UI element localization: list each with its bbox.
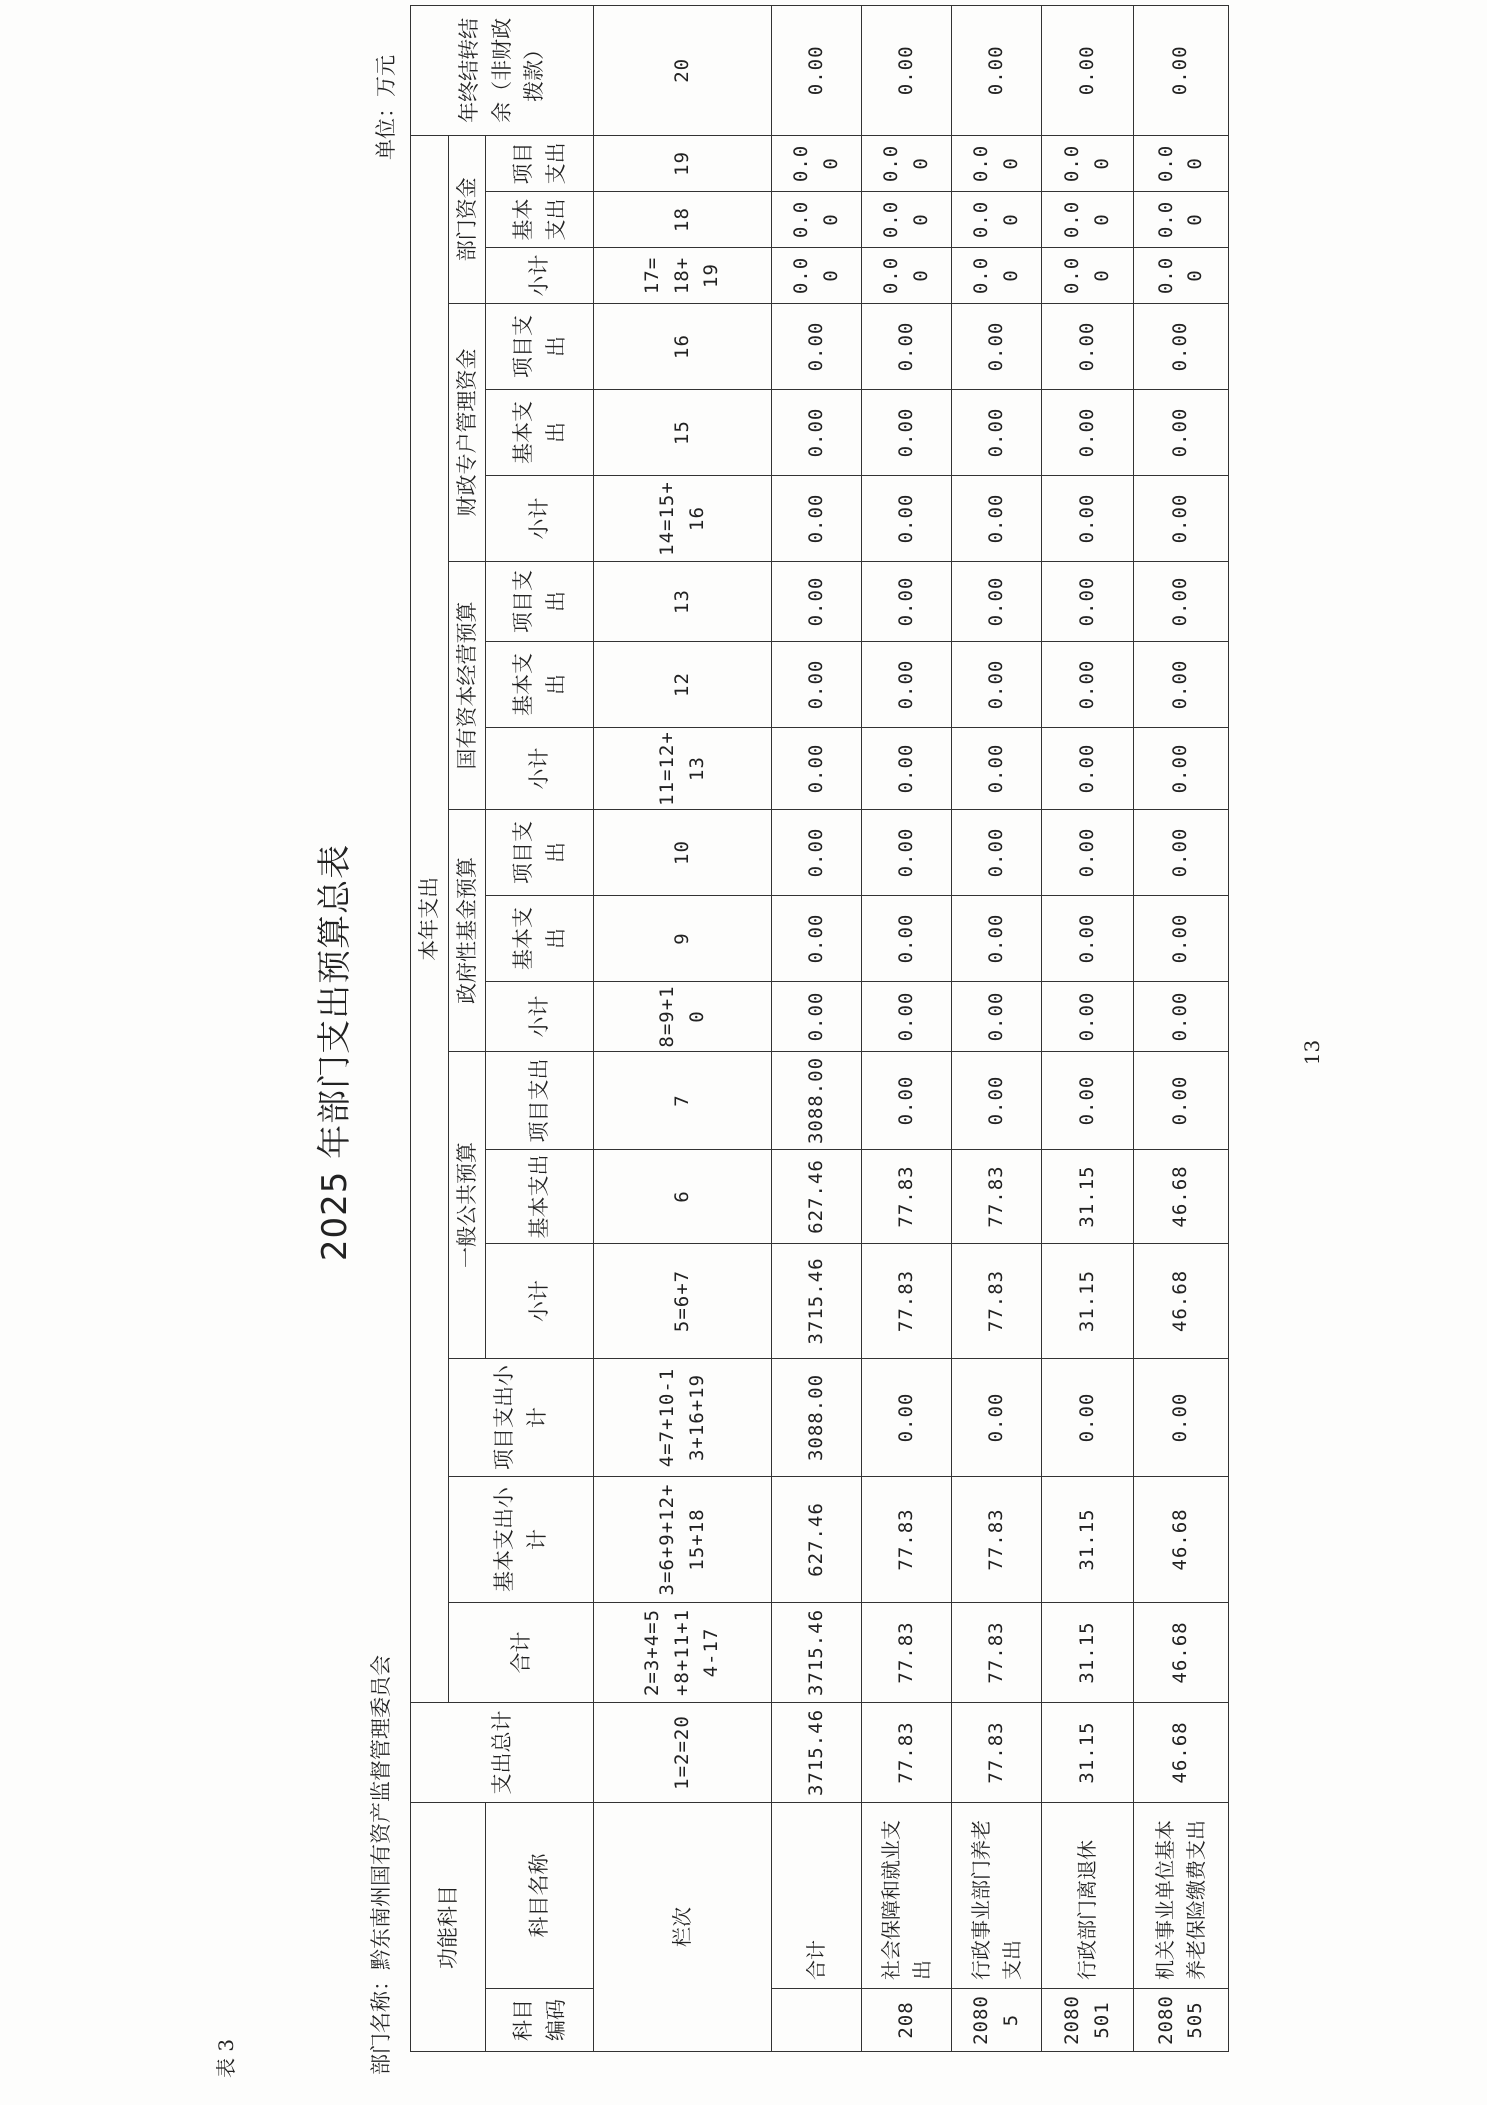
value-cell: 0.00 (1042, 304, 1134, 390)
value-cell: 0.00 (952, 1359, 1042, 1477)
value-cell: 0.00 (1042, 728, 1134, 810)
budget-table (410, 5, 1229, 2052)
department-label: 部门名称： (369, 1970, 393, 2075)
formula-cell: 10 (594, 810, 772, 896)
value-cell: 0.00 (1134, 5, 1229, 135)
project-subtotal-header: 项目支出小计 (448, 1359, 594, 1477)
value-cell: 0.00 (1134, 390, 1229, 476)
value-cell: 77.83 (862, 1244, 952, 1359)
value-cell: 0.00 (1134, 982, 1229, 1052)
value-cell: 0.00 (772, 248, 862, 304)
department-name: 黔东南州国有资产监督管理委员会 (369, 1655, 393, 1970)
fiscal-special-project-header: 项目支出 (486, 304, 594, 390)
subject-name-cell: 社会保障和就业支出 (862, 1803, 952, 1989)
formula-cell: 19 (594, 135, 772, 191)
general-project-header: 项目支出 (486, 1052, 594, 1150)
value-cell: 77.83 (862, 1150, 952, 1244)
value-cell: 0.00 (952, 562, 1042, 642)
value-cell: 0.00 (1042, 982, 1134, 1052)
fiscal-special-header: 财政专户管理资金 (448, 304, 486, 562)
value-cell: 0.00 (952, 1052, 1042, 1150)
value-cell: 0.00 (1042, 642, 1134, 728)
value-cell: 77.83 (862, 1477, 952, 1603)
dept-fund-project-header: 项目支出 (486, 135, 594, 191)
gov-fund-basic-header: 基本支出 (486, 896, 594, 982)
value-cell: 0.00 (1134, 135, 1229, 191)
value-cell: 0.00 (1042, 1052, 1134, 1150)
dept-fund-subtotal-header: 小计 (486, 248, 594, 304)
value-cell: 3715.46 (772, 1244, 862, 1359)
value-cell: 3715.46 (772, 1603, 862, 1703)
func-subject-header: 功能科目 (411, 1803, 486, 2052)
general-budget-header: 一般公共预算 (448, 1052, 486, 1359)
value-cell: 46.68 (1134, 1477, 1229, 1603)
formula-cell: 4=7+10-13+16+19 (594, 1359, 772, 1477)
value-cell: 77.83 (952, 1603, 1042, 1703)
document-title: 2025 年部门支出预算总表 (315, 843, 355, 1262)
formula-cell: 3=6+9+12+15+18 (594, 1477, 772, 1603)
value-cell: 77.83 (862, 1603, 952, 1703)
fiscal-special-subtotal-header: 小计 (486, 476, 594, 562)
formula-cell: 17=18+19 (594, 248, 772, 304)
value-cell: 0.00 (952, 642, 1042, 728)
formula-cell: 1=2=20 (594, 1703, 772, 1803)
value-cell: 77.83 (952, 1477, 1042, 1603)
subject-code-cell: 20805 (952, 1989, 1042, 2052)
formula-cell: 16 (594, 304, 772, 390)
formula-cell: 8=9+10 (594, 982, 772, 1052)
value-cell: 0.00 (952, 5, 1042, 135)
value-cell: 0.00 (1042, 135, 1134, 191)
value-cell: 627.46 (772, 1477, 862, 1603)
value-cell: 0.00 (862, 248, 952, 304)
code-header: 科目编码 (486, 1989, 594, 2052)
value-cell: 0.00 (862, 810, 952, 896)
formula-cell: 9 (594, 896, 772, 982)
table-row (1134, 5, 1229, 2051)
value-cell: 0.00 (1134, 562, 1229, 642)
this-year-header: 本年支出 (411, 135, 449, 1702)
header-row-1 (411, 5, 449, 2051)
basic-subtotal-header: 基本支出小计 (448, 1477, 594, 1603)
gov-fund-project-header: 项目支出 (486, 810, 594, 896)
fiscal-special-basic-header: 基本支出 (486, 390, 594, 476)
value-cell: 3088.00 (772, 1052, 862, 1150)
value-cell: 0.00 (772, 390, 862, 476)
value-cell: 0.00 (862, 390, 952, 476)
subject-name-header: 科目名称 (486, 1803, 594, 1989)
value-cell: 0.00 (862, 5, 952, 135)
table-row (772, 5, 862, 2051)
general-subtotal-header: 小计 (486, 1244, 594, 1359)
sum-header: 合计 (448, 1603, 594, 1703)
department-line (365, 1655, 395, 2075)
data-rows (772, 5, 1229, 2051)
value-cell: 31.15 (1042, 1150, 1134, 1244)
subject-code-cell: 208 (862, 1989, 952, 2052)
value-cell: 77.83 (952, 1244, 1042, 1359)
formula-cell: 18 (594, 192, 772, 248)
value-cell: 31.15 (1042, 1703, 1134, 1803)
subject-code-cell (772, 1989, 862, 2052)
value-cell: 0.00 (952, 728, 1042, 810)
value-cell: 0.00 (862, 304, 952, 390)
value-cell: 0.00 (1134, 1359, 1229, 1477)
value-cell: 0.00 (1042, 390, 1134, 476)
value-cell: 0.00 (1042, 476, 1134, 562)
formula-cell: 5=6+7 (594, 1244, 772, 1359)
value-cell: 0.00 (862, 135, 952, 191)
formula-cell: 12 (594, 642, 772, 728)
value-cell: 627.46 (772, 1150, 862, 1244)
value-cell: 0.00 (952, 192, 1042, 248)
value-cell: 0.00 (772, 810, 862, 896)
formula-row-label: 栏次 (594, 1803, 772, 2052)
state-capital-header: 国有资本经营预算 (448, 562, 486, 810)
subject-name-cell: 行政事业部门养老支出 (952, 1803, 1042, 1989)
value-cell: 0.00 (952, 248, 1042, 304)
value-cell: 77.83 (952, 1703, 1042, 1803)
gov-fund-header: 政府性基金预算 (448, 810, 486, 1052)
value-cell: 0.00 (1134, 476, 1229, 562)
value-cell: 0.00 (1134, 810, 1229, 896)
value-cell: 0.00 (862, 642, 952, 728)
value-cell: 0.00 (1042, 896, 1134, 982)
value-cell: 0.00 (1042, 192, 1134, 248)
value-cell: 0.00 (1042, 5, 1134, 135)
value-cell: 0.00 (1134, 248, 1229, 304)
value-cell: 0.00 (952, 304, 1042, 390)
total-expense-header: 支出总计 (411, 1703, 594, 1803)
value-cell: 0.00 (772, 5, 862, 135)
formula-cell: 7 (594, 1052, 772, 1150)
value-cell: 0.00 (1134, 642, 1229, 728)
value-cell: 0.00 (952, 982, 1042, 1052)
value-cell: 3715.46 (772, 1703, 862, 1803)
value-cell: 77.83 (862, 1703, 952, 1803)
value-cell: 31.15 (1042, 1477, 1134, 1603)
value-cell: 0.00 (772, 642, 862, 728)
formula-cell: 13 (594, 562, 772, 642)
value-cell: 0.00 (862, 982, 952, 1052)
value-cell: 0.00 (772, 982, 862, 1052)
formula-cell: 2=3+4=5+8+11+14-17 (594, 1603, 772, 1703)
table-row (1042, 5, 1134, 2051)
unit-label: 单位：万元 (374, 55, 398, 160)
value-cell: 0.00 (772, 562, 862, 642)
value-cell: 0.00 (862, 192, 952, 248)
value-cell: 3088.00 (772, 1359, 862, 1477)
value-cell: 0.00 (1042, 810, 1134, 896)
table-row (862, 5, 952, 2051)
state-capital-project-header: 项目支出 (486, 562, 594, 642)
value-cell: 0.00 (952, 476, 1042, 562)
formula-cell: 6 (594, 1150, 772, 1244)
value-cell: 46.68 (1134, 1150, 1229, 1244)
value-cell: 0.00 (1134, 728, 1229, 810)
value-cell: 31.15 (1042, 1603, 1134, 1703)
subject-code-cell: 2080505 (1134, 1989, 1229, 2052)
value-cell: 0.00 (1134, 896, 1229, 982)
value-cell: 0.00 (1042, 248, 1134, 304)
value-cell: 0.00 (862, 476, 952, 562)
formula-cell: 15 (594, 390, 772, 476)
value-cell: 0.00 (772, 192, 862, 248)
formula-cell: 11=12+13 (594, 728, 772, 810)
subject-code-cell: 2080501 (1042, 1989, 1134, 2052)
state-capital-subtotal-header: 小计 (486, 728, 594, 810)
value-cell: 0.00 (1042, 562, 1134, 642)
value-cell: 31.15 (1042, 1244, 1134, 1359)
value-cell: 46.68 (1134, 1244, 1229, 1359)
value-cell: 0.00 (772, 728, 862, 810)
dept-fund-header: 部门资金 (448, 135, 486, 303)
dept-fund-basic-header: 基本支出 (486, 192, 594, 248)
subject-name-cell: 机关事业单位基本养老保险缴费支出 (1134, 1803, 1229, 1989)
value-cell: 0.00 (862, 728, 952, 810)
value-cell: 0.00 (952, 896, 1042, 982)
value-cell: 0.00 (952, 390, 1042, 476)
formula-row (594, 5, 772, 2051)
value-cell: 0.00 (862, 562, 952, 642)
value-cell: 0.00 (862, 896, 952, 982)
value-cell: 0.00 (952, 810, 1042, 896)
value-cell: 0.00 (1042, 1359, 1134, 1477)
value-cell: 0.00 (772, 135, 862, 191)
value-cell: 0.00 (862, 1052, 952, 1150)
value-cell: 46.68 (1134, 1603, 1229, 1703)
table-row (952, 5, 1042, 2051)
subject-name-cell: 行政部门离退休 (1042, 1803, 1134, 1989)
value-cell: 0.00 (1134, 304, 1229, 390)
carryover-header: 年终结转结余（非财政拨款） (411, 5, 594, 135)
page-number: 13 (1300, 1039, 1324, 1066)
formula-cell: 14=15+16 (594, 476, 772, 562)
general-basic-header: 基本支出 (486, 1150, 594, 1244)
value-cell: 0.00 (772, 304, 862, 390)
budget-table-wrapper (410, 17, 1225, 2052)
gov-fund-subtotal-header: 小计 (486, 982, 594, 1052)
state-capital-basic-header: 基本支出 (486, 642, 594, 728)
value-cell: 0.00 (772, 476, 862, 562)
value-cell: 46.68 (1134, 1703, 1229, 1803)
subject-name-cell: 合计 (772, 1803, 862, 1989)
value-cell: 0.00 (1134, 1052, 1229, 1150)
formula-cell: 20 (594, 5, 772, 135)
value-cell: 0.00 (1134, 192, 1229, 248)
table-number: 表 3 (214, 2038, 238, 2078)
value-cell: 0.00 (952, 135, 1042, 191)
value-cell: 77.83 (952, 1150, 1042, 1244)
value-cell: 0.00 (862, 1359, 952, 1477)
value-cell: 0.00 (772, 896, 862, 982)
